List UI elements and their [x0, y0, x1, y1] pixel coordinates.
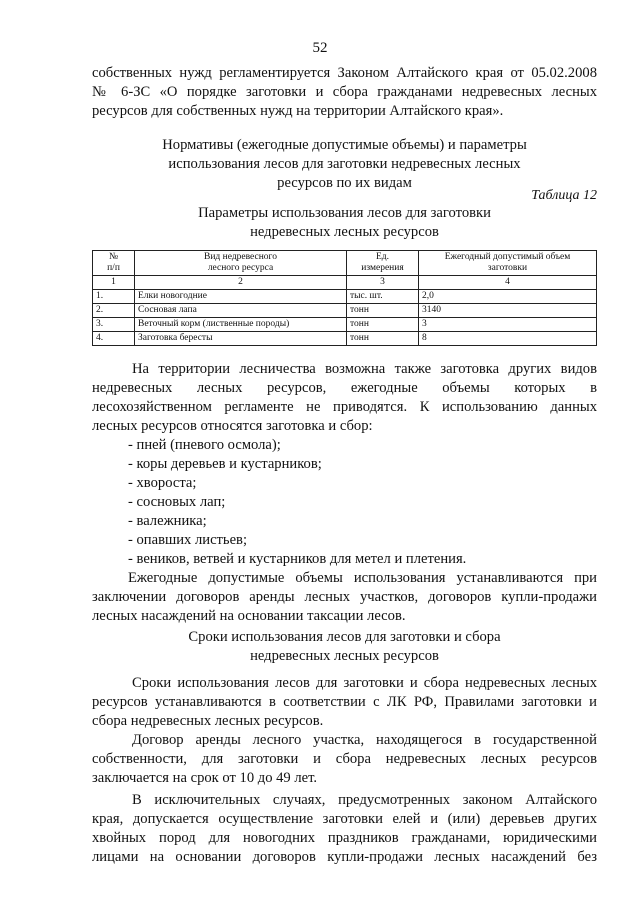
annual-volume: 3 [419, 318, 597, 332]
table-row [93, 332, 597, 346]
unit: тонн [347, 304, 419, 318]
table-title-line: недревесных лесных ресурсов [250, 224, 439, 240]
column-number: 2 [135, 276, 347, 290]
paragraph-lease [92, 731, 597, 788]
header-unit: Ед. измерения [347, 251, 419, 276]
paragraph-other-resources [92, 360, 597, 436]
column-number: 4 [419, 276, 597, 290]
unit: тыс. шт. [347, 290, 419, 304]
resource-list [128, 436, 466, 569]
column-number: 1 [93, 276, 135, 290]
row-number: 3. [93, 318, 135, 332]
text-line: заключении договоров аренды лесных участков, договоров купли-продажи [92, 589, 597, 605]
text-line: В исключительных случаях, предусмотренных законом Алтайского [132, 792, 597, 808]
header-number: № п/п [93, 251, 135, 276]
list-item: - пней (пневого осмола); [128, 437, 281, 453]
text-line: сбора недревесных лесных ресурсов. [92, 713, 324, 729]
section-heading-terms [92, 628, 597, 666]
text-line: лицами на основании договоров купли-продажи лесных насаждений без [92, 849, 597, 865]
text-line: собственности, для заготовки и сбора недревесных лесных ресурсов [92, 751, 597, 767]
list-item: - опавших листьев; [128, 532, 248, 548]
text-line: № 6-ЗС «О порядке заготовки и сбора гражданами недревесных лесных [92, 84, 597, 100]
text-line: собственных нужд регламентируется Законом Алтайского края от 05.02.2008 [92, 65, 597, 81]
resource-name: Веточный корм (лиственные породы) [135, 318, 347, 332]
unit: тонн [347, 332, 419, 346]
heading-line: Нормативы (ежегодные допустимые объемы) и параметры [162, 137, 527, 153]
row-number: 2. [93, 304, 135, 318]
parameters-table [92, 250, 597, 346]
table-label: Таблица 12 [531, 188, 597, 203]
table-row [93, 290, 597, 304]
resource-name: Елки новогодние [135, 290, 347, 304]
heading-line: Сроки использования лесов для заготовки и сбора [188, 629, 501, 645]
text-line: Договор аренды лесного участка, находящегося в государственной [132, 732, 597, 748]
table-title [92, 204, 597, 242]
text-line: Ежегодные допустимые объемы использования устанавливаются при [128, 570, 597, 586]
text-line: ресурсов устанавливаются в соответствии с ЛК РФ, Правилами заготовки и [92, 694, 597, 710]
list-item: - валежника; [128, 513, 207, 529]
paragraph-exceptional-cases [92, 791, 597, 867]
list-item: - веников, ветвей и кустарников для метел и плетения. [128, 551, 467, 567]
annual-volume: 3140 [419, 304, 597, 318]
heading-line: недревесных лесных ресурсов [250, 648, 439, 664]
annual-volume: 8 [419, 332, 597, 346]
table-title-line: Параметры использования лесов для заготовки [198, 205, 491, 221]
column-number: 3 [347, 276, 419, 290]
header-annual-volume: Ежегодный допустимый объем заготовки [419, 251, 597, 276]
resource-name: Заготовка бересты [135, 332, 347, 346]
text-line: лесохозяйственном регламенте не приводятся. К использованию данных [92, 399, 597, 415]
table-row [93, 318, 597, 332]
table-column-numbers-row [93, 276, 597, 290]
list-item: - хвороста; [128, 475, 197, 491]
table-header-row [93, 251, 597, 276]
intro-paragraph [92, 64, 597, 121]
table-row [93, 304, 597, 318]
text-line: края, допускается осуществление заготовки елей и (или) деревьев других [92, 811, 597, 827]
section-heading-norms [92, 136, 597, 193]
text-line: лесных насаждений на основании таксации лесов. [92, 608, 406, 624]
text-line: Сроки использования лесов для заготовки и сбора недревесных лесных [132, 675, 597, 691]
text-line: недревесных лесных ресурсов, ежегодные объемы которых в [92, 380, 597, 396]
row-number: 4. [93, 332, 135, 346]
resource-name: Сосновая лапа [135, 304, 347, 318]
header-resource-type: Вид недревесного лесного ресурса [135, 251, 347, 276]
paragraph-terms [92, 674, 597, 731]
annual-volume: 2,0 [419, 290, 597, 304]
text-line: На территории лесничества возможна также заготовка других видов [132, 361, 597, 377]
list-item: - коры деревьев и кустарников; [128, 456, 322, 472]
paragraph-annual-volumes [92, 569, 597, 626]
text-line: хвойных пород для новогодних праздников гражданами, юридическими [92, 830, 597, 846]
heading-line: ресурсов по их видам [277, 175, 412, 191]
row-number: 1. [93, 290, 135, 304]
list-item: - сосновых лап; [128, 494, 226, 510]
page-number: 52 [312, 40, 328, 56]
text-line: лесных ресурсов относятся заготовка и сбор: [92, 418, 373, 434]
heading-line: использования лесов для заготовки недревесных лесных [168, 156, 521, 172]
unit: тонн [347, 318, 419, 332]
text-line: ресурсов для собственных нужд на территории Алтайского края». [92, 103, 504, 119]
text-line: заключается на срок от 10 до 49 лет. [92, 770, 318, 786]
